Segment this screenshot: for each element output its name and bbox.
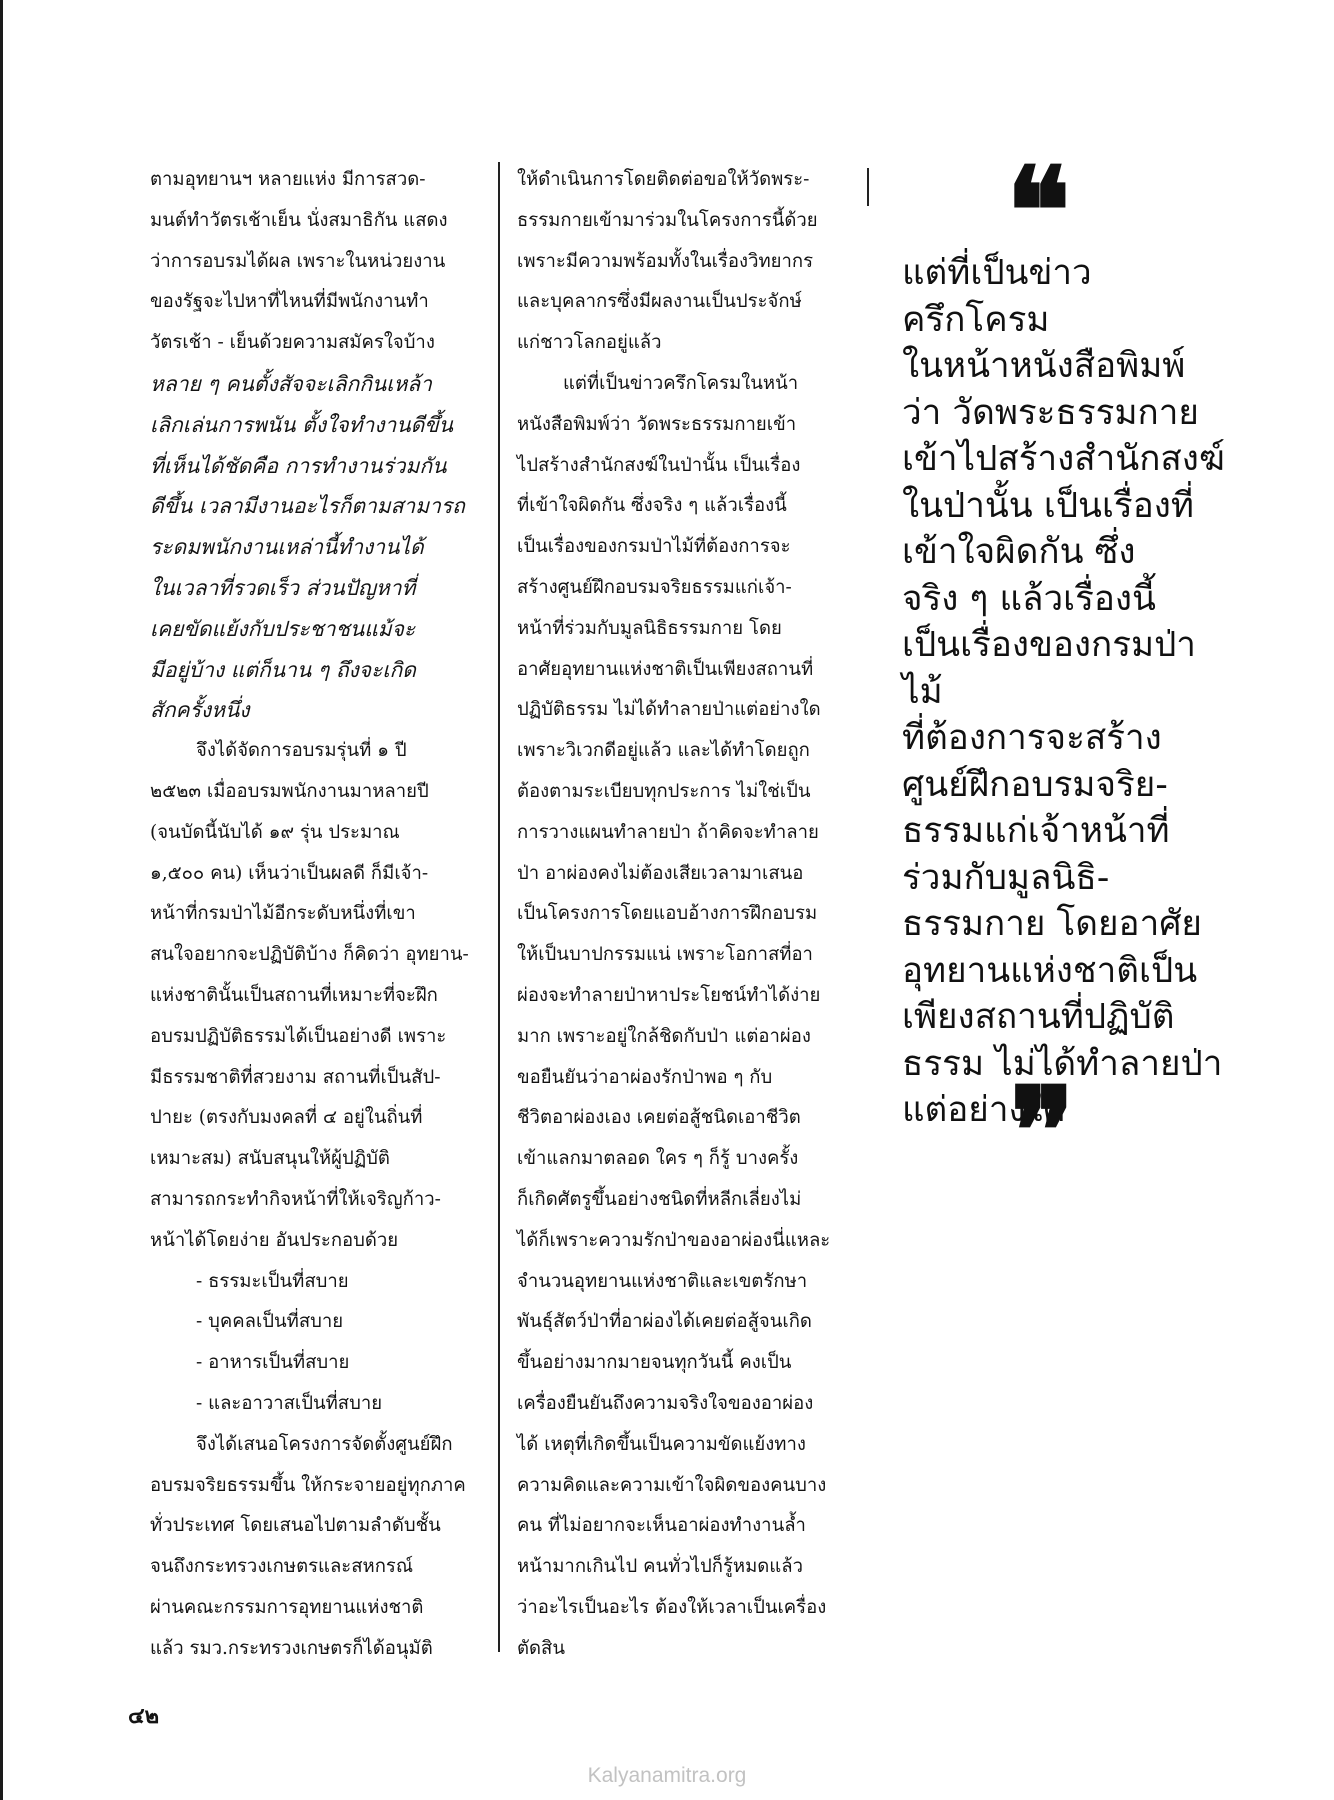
left-italic-paragraph: หลาย ๆ คนตั้งสัจจะเลิกกินเหล้า เลิกเล่นการพนัน ตั้งใจทำงานดีขึ้น ที่เห็นได้ชัดคือ การทำงานร่วมกัน ดีขึ้น เวลามีงานอะไรก็ตามสามารถ ระดมพนักงานเหล่านี้ทำงานได้ ในเวลาที่รวดเร็ว ส่วนปัญหาที่ เคยขัดแย้งกับประชาชนแม้จะ มีอยู่บ้าง แต่ก็นาน ๆ ถึงจะเกิด สักครั้งหนึ่ง [150, 371, 465, 723]
middle-paragraph-1: ให้ดำเนินการโดยติดต่อขอให้วัดพระ- ธรรมกายเข้ามาร่วมในโครงการนี้ด้วย เพราะมีความพร้อมทั้งในเรื่องวิทยากร และบุคลากรซึ่งมีผลงานเป็นประจักษ์ แก่ชาวโลกอยู่แล้ว [517, 169, 818, 354]
column-divider [498, 162, 500, 1652]
left-paragraph-1: ตามอุทยานฯ หลายแห่ง มีการสวด- มนต์ทำวัตรเช้าเย็น นั่งสมาธิกัน แสดง ว่าการอบรมได้ผล เพราะในหน่วยงาน ของรัฐจะไปหาที่ไหนที่มีพนักงานทำ วัตรเช้า - เย็นด้วยความสมัครใจบ้าง [150, 169, 448, 354]
quote-close-icon: ❞ [1010, 1061, 1057, 1202]
pull-quote: แต่ที่เป็นข่าวครึกโครม ในหน้าหนังสือพิมพ์ ว่า วัดพระธรรมกาย เข้าไปสร้างสำนักสงฆ์ ในป่านั้น เป็นเรื่องที่ เข้าใจผิดกัน ซึ่ง จริง ๆ แล้วเรื่องนี้ เป็นเรื่องของกรมป่าไม้ ที่ต้องการจะสร้าง ศูนย์ฝึกอบรมจริย- ธรรมแก่เจ้าหน้าที่ ร่วมกับมูลนิธิ- ธรรมกาย โดยอาศัย อุทยานแห่งชาติเป็น เพียงสถานที่ปฏิบัติ ธรรม ไม่ได้ทำลายป่า แต่อย่างใด [902, 253, 1225, 1130]
scan-edge-line [0, 0, 3, 1800]
bullet-item: - ธรรมะเป็นที่สบาย [196, 1262, 477, 1303]
page-number: ๔๒ [128, 1703, 160, 1729]
bullet-item: - อาหารเป็นที่สบาย [196, 1343, 477, 1384]
left-paragraph-2: จึงได้จัดการอบรมรุ่นที่ ๑ ปี ๒๕๒๓ เมื่ออบรมพนักงานมาหลายปี (จนบัดนี้นับได้ ๑๙ รุ่น ประมาณ ๑,๕๐๐ คน) เห็นว่าเป็นผลดี ก็มีเจ้า- หน้าที่กรมป่าไม้อีกระดับหนึ่งที่เขา สนใจอยากจะปฏิบัติบ้าง ก็คิดว่า อุทยาน- แห่งชาตินั้นเป็นสถานที่เหมาะที่จะฝึก อบรมปฏิบัติธรรมได้เป็นอย่างดี เพราะ มีธรรมชาติที่สวยงาม สถานที่เป็นสัป- ปายะ (ตรงกับมงคลที่ ๔ อยู่ในถิ่นที่ เหมาะสม) สนับสนุนให้ผู้ปฏิบัติ สามารถกระทำกิจหน้าที่ให้เจริญก้าว- หน้าได้โดยง่าย อันประกอบด้วย [150, 740, 469, 1251]
watermark: Kalyanamitra.org [587, 1764, 747, 1787]
column-divider-right [867, 168, 869, 206]
bullet-item: - บุคคลเป็นที่สบาย [196, 1302, 477, 1343]
left-column [150, 160, 477, 1669]
quote-open-icon: ❝ [1006, 141, 1053, 282]
middle-column [517, 160, 849, 1669]
left-paragraph-3: จึงได้เสนอโครงการจัดตั้งศูนย์ฝึก อบรมจริยธรรมขึ้น ให้กระจายอยู่ทุกภาค ทั่วประเทศ โดยเสนอไปตามลำดับชั้น จนถึงกระทรวงเกษตรและสหกรณ์ ผ่านคณะกรรมการอุทยานแห่งชาติ แล้ว รมว.กระทรวงเกษตรก็ได้อนุมัติ [150, 1433, 466, 1659]
left-bullet-list [150, 1262, 477, 1425]
middle-paragraph-2: แต่ที่เป็นข่าวครึกโครมในหน้า หนังสือพิมพ์ว่า วัดพระธรรมกายเข้า ไปสร้างสำนักสงฆ์ในป่านั้น เป็นเรื่อง ที่เข้าใจผิดกัน ซึ่งจริง ๆ แล้วเรื่องนี้ เป็นเรื่องของกรมป่าไม้ที่ต้องการจะ สร้างศูนย์ฝึกอบรมจริยธรรมแก่เจ้า- หน้าที่ร่วมกับมูลนิธิธรรมกาย โดย อาศัยอุทยานแห่งชาติเป็นเพียงสถานที่ ปฏิบัติธรรม ไม่ได้ทำลายป่าแต่อย่างใด เพราะวิเวกดีอยู่แล้ว และได้ทำโดยถูก ต้องตามระเบียบทุกประการ ไม่ใช่เป็น การวางแผนทำลายป่า ถ้าคิดจะทำลาย ป่า อาผ่องคงไม่ต้องเสียเวลามาเสนอ เป็นโครงการโดยแอบอ้างการฝึกอบรม ให้เป็นบาปกรรมแน่ เพราะโอกาสที่อา ผ่องจะทำลายป่าหาประโยชน์ทำได้ง่าย มาก เพราะอยู่ใกล้ชิดกับป่า แต่อาผ่อง ขอยืนยันว่าอาผ่องรักป่าพอ ๆ กับ ชีวิตอาผ่องเอง เคยต่อสู้ชนิดเอาชีวิต เข้าแลกมาตลอด ใคร ๆ ก็รู้ บางครั้ง ก็เกิดศัตรูขึ้นอย่างชนิดที่หลีกเลี่ยงไม่ ได้ก็เพราะความรักป่าของอาผ่องนี่แหละ จำนวนอุทยานแห่งชาติและเขตรักษา พันธุ์สัตว์ป่าที่อาผ่องได้เคยต่อสู้จนเกิด ขึ้นอย่างมากมายจนทุกวันนี้ คงเป็น เครื่องยืนยันถึงความจริงใจของอาผ่อง ได้ เหตุที่เกิดขึ้นเป็นความขัดแย้งทาง ความคิดและความเข้าใจผิดของคนบาง คน ที่ไม่อยากจะเห็นอาผ่องทำงานล้ำ หน้ามากเกินไป คนทั่วไปก็รู้หมดแล้ว ว่าอะไรเป็นอะไร ต้องให้เวลาเป็นเครื่อง ตัดสิน [517, 372, 831, 1659]
bullet-item: - และอาวาสเป็นที่สบาย [196, 1384, 477, 1425]
